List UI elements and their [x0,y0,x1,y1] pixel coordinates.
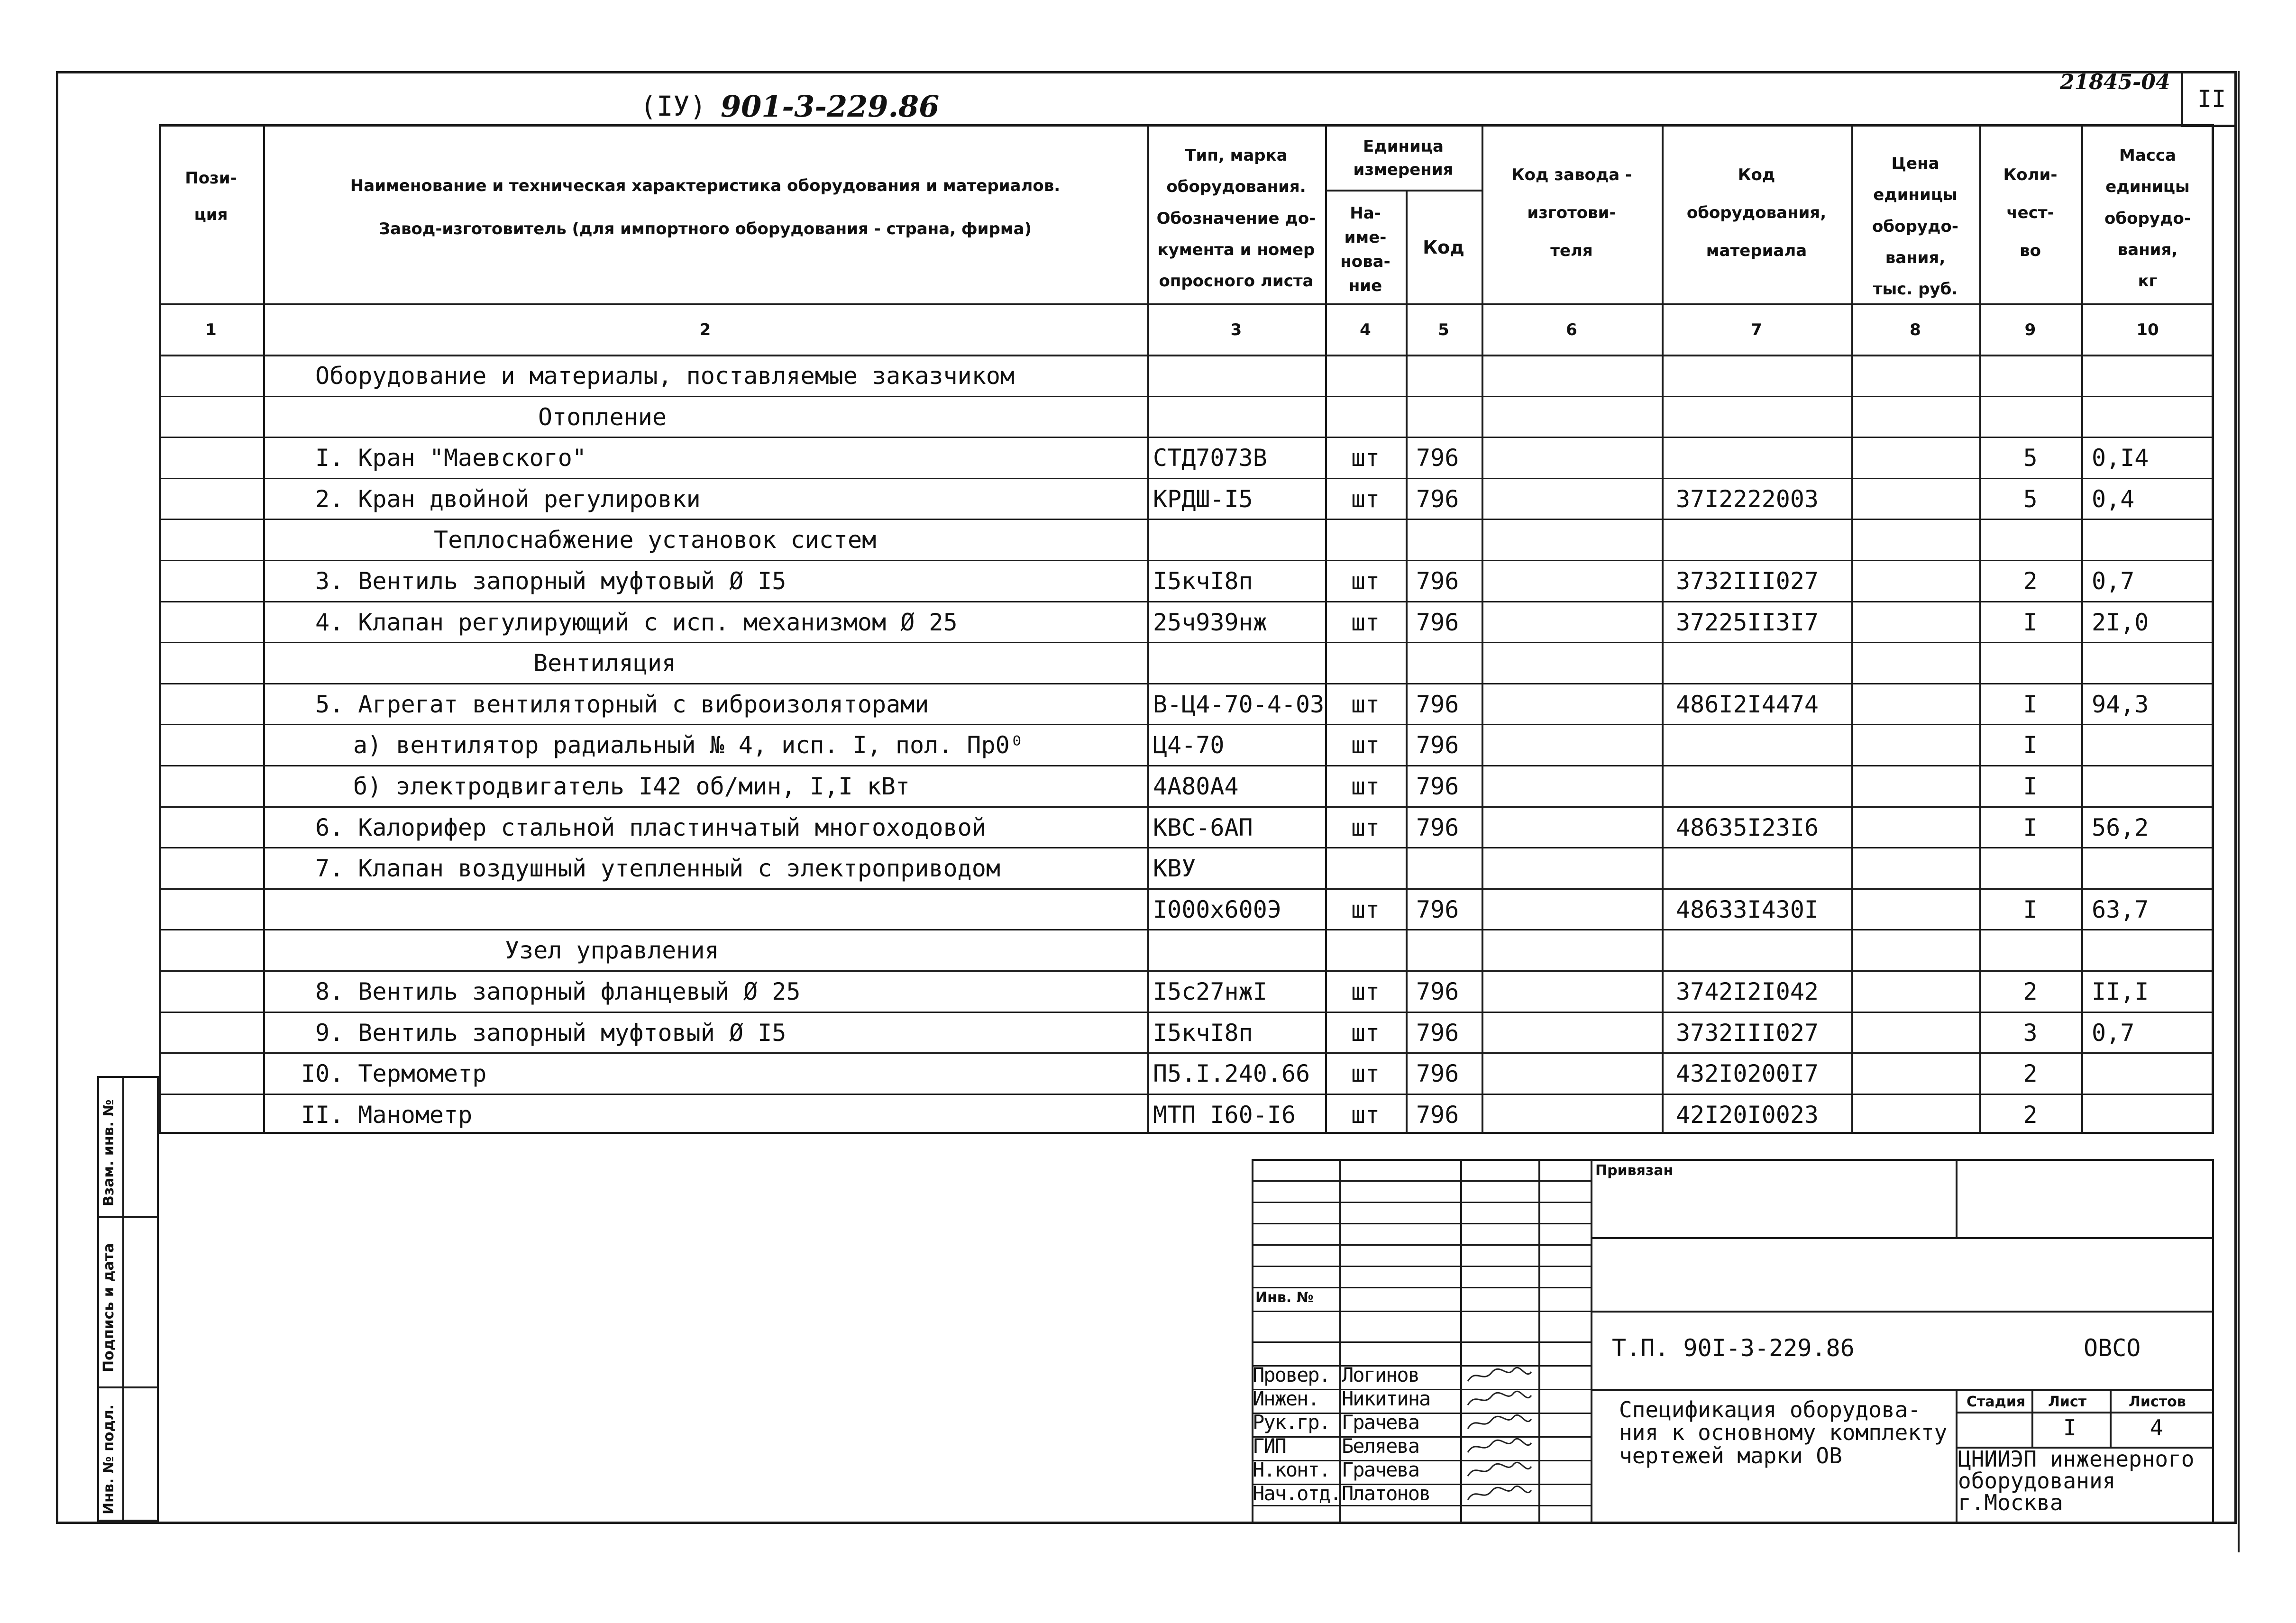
header-mass: Масса единицы оборудо- вания, кг [2104,146,2191,291]
cell-unit: шт [1351,773,1380,800]
cell-qty: I [2023,813,2038,841]
stage-col-1 [2031,1389,2033,1448]
cell-unit: шт [1351,895,1380,923]
cell-name: I0. Термометр [301,1060,487,1088]
cell-code: 796 [1416,690,1459,718]
tb-row-line [1252,1266,1591,1267]
side-stamp-line-1 [97,1216,159,1218]
row-divider [159,1052,2214,1054]
cell-code: 796 [1416,978,1459,1005]
tb-row-line [1252,1223,1591,1224]
cell-mass: II,I [2092,978,2149,1005]
role-title: Нач.отд. [1253,1482,1341,1505]
signature-icon [1464,1388,1535,1413]
sheets-value: 4 [2150,1415,2163,1441]
cell-mass: 56,2 [2092,813,2149,841]
row-divider [159,1012,2214,1013]
colnum-3: 3 [1230,320,1242,339]
signature-icon [1464,1412,1535,1436]
cell-unit: шт [1351,1060,1380,1088]
cell-type: 25ч939нж [1153,608,1267,636]
cell-equip: 48633I430I [1676,895,1819,923]
tb-row-line [1252,1287,1591,1288]
cell-unit: шт [1351,1101,1380,1129]
row-divider [159,888,2214,890]
cell-name: 4. Клапан регулирующий с исп. механизмом Ø 25 [315,608,958,636]
cell-type: I000x600Э [1153,895,1281,923]
cell-equip: 37I2222003 [1676,485,1819,513]
side-stamp-divider [122,1076,124,1522]
cell-code: 796 [1416,1019,1459,1047]
doc-code: Т.П. 90I-3-229.86 [1612,1334,1855,1362]
row-divider [159,437,2214,438]
role-name: Грачева [1342,1458,1419,1481]
cell-type: В-Ц4-70-4-03 [1153,690,1325,718]
colnum-1: 1 [205,320,217,339]
cell-code: 796 [1416,773,1459,800]
cell-equip: 42I20I0023 [1676,1101,1819,1129]
cell-unit: шт [1351,731,1380,759]
cell-name: Отопление [538,403,667,431]
cell-code: 796 [1416,444,1459,472]
cell-mass: 0,7 [2092,567,2135,595]
role-title: Инжен. [1253,1387,1319,1410]
cell-mass: 0,7 [2092,1019,2135,1047]
cell-qty: I [2023,608,2038,636]
signature-icon [1464,1459,1535,1484]
cell-name: 8. Вентиль запорный фланцевый Ø 25 [315,978,801,1005]
header-unit-code: Код [1423,237,1464,258]
row-divider [159,519,2214,520]
cell-mass: 0,I4 [2092,444,2149,472]
col-line-6 [1662,124,1664,1133]
cell-qty: 5 [2023,485,2038,513]
colnum-2: 2 [699,320,711,339]
cell-code: 796 [1416,895,1459,923]
role-title: Рук.гр. [1253,1411,1330,1434]
cell-name: Оборудование и материалы, поставляемые заказчиком [315,362,1015,390]
table-bottom-line [159,1132,2214,1134]
col-line-5 [1482,124,1483,1133]
stage-label: Стадия [1967,1394,2026,1410]
cell-mass: 0,4 [2092,485,2135,513]
header-name: Наименование и техническая характеристика оборудования и материалов. Завод-изготовитель (для импортного оборудования - страна, фирма) [350,176,1061,239]
row-divider [159,929,2214,930]
cell-name: II. Манометр [301,1101,473,1129]
cell-code: 796 [1416,731,1459,759]
document-code-handwritten: 901-3-229.86 [721,89,940,124]
colnum-7: 7 [1751,320,1762,339]
cell-type: КВС-6АП [1153,813,1253,841]
cell-mass: 94,3 [2092,690,2149,718]
sheet-label: Лист [2048,1394,2087,1410]
role-name: Логинов [1342,1363,1419,1386]
cell-type: КРДШ-I5 [1153,485,1253,513]
spec-title: Спецификация оборудова- ния к основному комплекту чертежей марки ОВ [1619,1397,1948,1468]
cell-unit: шт [1351,608,1380,636]
cell-code: 796 [1416,1060,1459,1088]
cell-type: I5с27нжI [1153,978,1267,1005]
cell-type: П5.I.240.66 [1153,1060,1310,1088]
sheets-label: Листов [2129,1394,2186,1410]
cell-unit: шт [1351,444,1380,472]
cell-qty: I [2023,773,2038,800]
top-left-label: (IУ) [640,90,706,122]
cell-unit: шт [1351,485,1380,513]
cell-unit: шт [1351,690,1380,718]
cell-name: 3. Вентиль запорный муфтовый Ø I5 [315,567,787,595]
side-stamp-podpis: Подпись и дата [101,1243,117,1372]
colnum-4: 4 [1360,320,1371,339]
privyazan-divider [1956,1159,1958,1237]
cell-equip: 3732III027 [1676,567,1819,595]
cell-name: Вентиляция [533,649,677,677]
cell-type: Ц4-70 [1153,731,1225,759]
row-divider [159,1094,2214,1095]
cell-name: 2. Кран двойной регулировки [315,485,701,513]
cell-mass: 2I,0 [2092,608,2149,636]
header-factory-code: Код завода - изготови- теля [1511,165,1632,260]
doc-code-bottom [1591,1389,2214,1391]
header-unit-name: На- име- нова- ние [1340,204,1390,295]
cell-name: Узел управления [505,937,719,965]
header-unit: Единица измерения [1353,137,1454,180]
sheet-value: I [2063,1415,2076,1441]
side-stamp-vzam: Взам. инв. № [101,1099,117,1206]
colnum-5: 5 [1438,320,1449,339]
cell-equip: 3742I2I042 [1676,978,1819,1005]
tb-row-line [1252,1311,1591,1312]
cell-code: 796 [1416,567,1459,595]
cell-name: 9. Вентиль запорный муфтовый Ø I5 [315,1019,787,1047]
header-type: Тип, марка оборудования. Обозначение до- кумента и номер опросного листа [1156,146,1316,291]
right-page-edge [2238,71,2240,1552]
row-divider [159,396,2214,397]
privyazan-bottom [1591,1237,2214,1239]
tb-row-line [1252,1244,1591,1246]
cell-type: МТП I60-I6 [1153,1101,1296,1129]
cell-qty: 2 [2023,978,2038,1005]
cell-name: 5. Агрегат вентиляторный с виброизоляторами [315,690,929,718]
header-price: Цена единицы оборудо- вания, тыс. руб. [1872,154,1958,299]
cell-code: 796 [1416,608,1459,636]
cell-unit: шт [1351,1019,1380,1047]
cell-unit: шт [1351,813,1380,841]
row-divider [159,683,2214,684]
tb-row-line [1252,1436,1591,1438]
row-divider [159,970,2214,972]
col-line-1 [263,124,265,1133]
inv-no-label: Инв. № [1255,1289,1314,1306]
cell-name: I. Кран "Маевского" [315,444,586,472]
cell-equip: 3732III027 [1676,1019,1819,1047]
cell-equip: 48635I23I6 [1676,813,1819,841]
signature-icon [1464,1483,1535,1507]
header-equipment-code: Код оборудования, материала [1686,165,1827,260]
cell-unit: шт [1351,567,1380,595]
row-divider [159,847,2214,848]
cell-code: 796 [1416,1101,1459,1129]
row-divider [159,560,2214,561]
signature-icon [1464,1364,1535,1389]
header-position: Пози- ция [185,169,237,225]
sheet-number-top: II [2197,85,2226,113]
cell-name: б) электродвигатель I42 об/мин, I,I кВт [353,773,910,800]
doc-mark: ОВСО [2084,1334,2141,1362]
colnum-10: 10 [2136,320,2159,339]
cell-code: 796 [1416,813,1459,841]
header-quantity: Коли- чест- во [2003,165,2058,260]
role-name: Платонов [1342,1482,1430,1505]
cell-qty: 2 [2023,567,2038,595]
role-name: Беляева [1342,1434,1419,1458]
cell-name: 6. Калорифер стальной пластинчатый многоходовой [315,813,986,841]
colnum-bottom-line [159,355,2214,356]
row-divider [159,601,2214,602]
doc-code-top [1591,1311,2214,1313]
cell-equip: 486I2I4474 [1676,690,1819,718]
stage-col-2 [2110,1389,2112,1448]
cell-name: 7. Клапан воздушный утепленный с электроприводом [315,855,1000,883]
role-title: Н.конт. [1253,1458,1330,1481]
cell-name: Теплоснабжение установок систем [434,526,877,554]
cell-mass: 63,7 [2092,895,2149,923]
organization: ЦНИИЭП инженерного оборудования г.Москва [1958,1446,2195,1515]
row-divider [159,478,2214,479]
signature-icon [1464,1435,1535,1460]
unit-sub-line [1325,190,1482,191]
cell-qty: I [2023,731,2038,759]
cell-equip: 37225II3I7 [1676,608,1819,636]
cell-qty: I [2023,895,2038,923]
cell-type: I5кчI8п [1153,1019,1253,1047]
stage-row-1 [1956,1412,2214,1413]
tb-row-line [1252,1341,1591,1343]
colnum-8: 8 [1910,320,1921,339]
cell-qty: I [2023,690,2038,718]
colnum-9: 9 [2024,320,2036,339]
role-title: Провер. [1253,1363,1330,1386]
side-stamp-line-2 [97,1386,159,1388]
tb-row-line [1252,1180,1591,1182]
cell-equip: 432I0200I7 [1676,1060,1819,1088]
cell-type: 4А80А4 [1153,773,1239,800]
side-stamp-inv-podl: Инв. № подл. [101,1404,117,1514]
cell-qty: 5 [2023,444,2038,472]
cell-type: КВУ [1153,855,1196,883]
archive-number: 21845-04 [2060,70,2170,94]
cell-qty: 3 [2023,1019,2038,1047]
role-title: ГИП [1253,1434,1286,1458]
cell-unit: шт [1351,978,1380,1005]
cell-qty: 2 [2023,1060,2038,1088]
stage-area-divider [1956,1389,1958,1524]
role-name: Грачева [1342,1411,1419,1434]
cell-name: а) вентилятор радиальный № 4, исп. I, пол. Пр0⁰ [353,731,1024,759]
row-divider [159,724,2214,725]
tb-row-line [1252,1505,1591,1506]
cell-qty: 2 [2023,1101,2038,1129]
privyazan-label: Привязан [1595,1162,1674,1179]
row-divider [159,642,2214,643]
role-name: Никитина [1342,1387,1430,1410]
cell-type: I5кчI8п [1153,567,1253,595]
cell-type: СТД7073В [1153,444,1267,472]
colnum-6: 6 [1566,320,1577,339]
cell-code: 796 [1416,485,1459,513]
tb-row-line [1252,1202,1591,1203]
row-divider [159,806,2214,808]
row-divider [159,765,2214,766]
